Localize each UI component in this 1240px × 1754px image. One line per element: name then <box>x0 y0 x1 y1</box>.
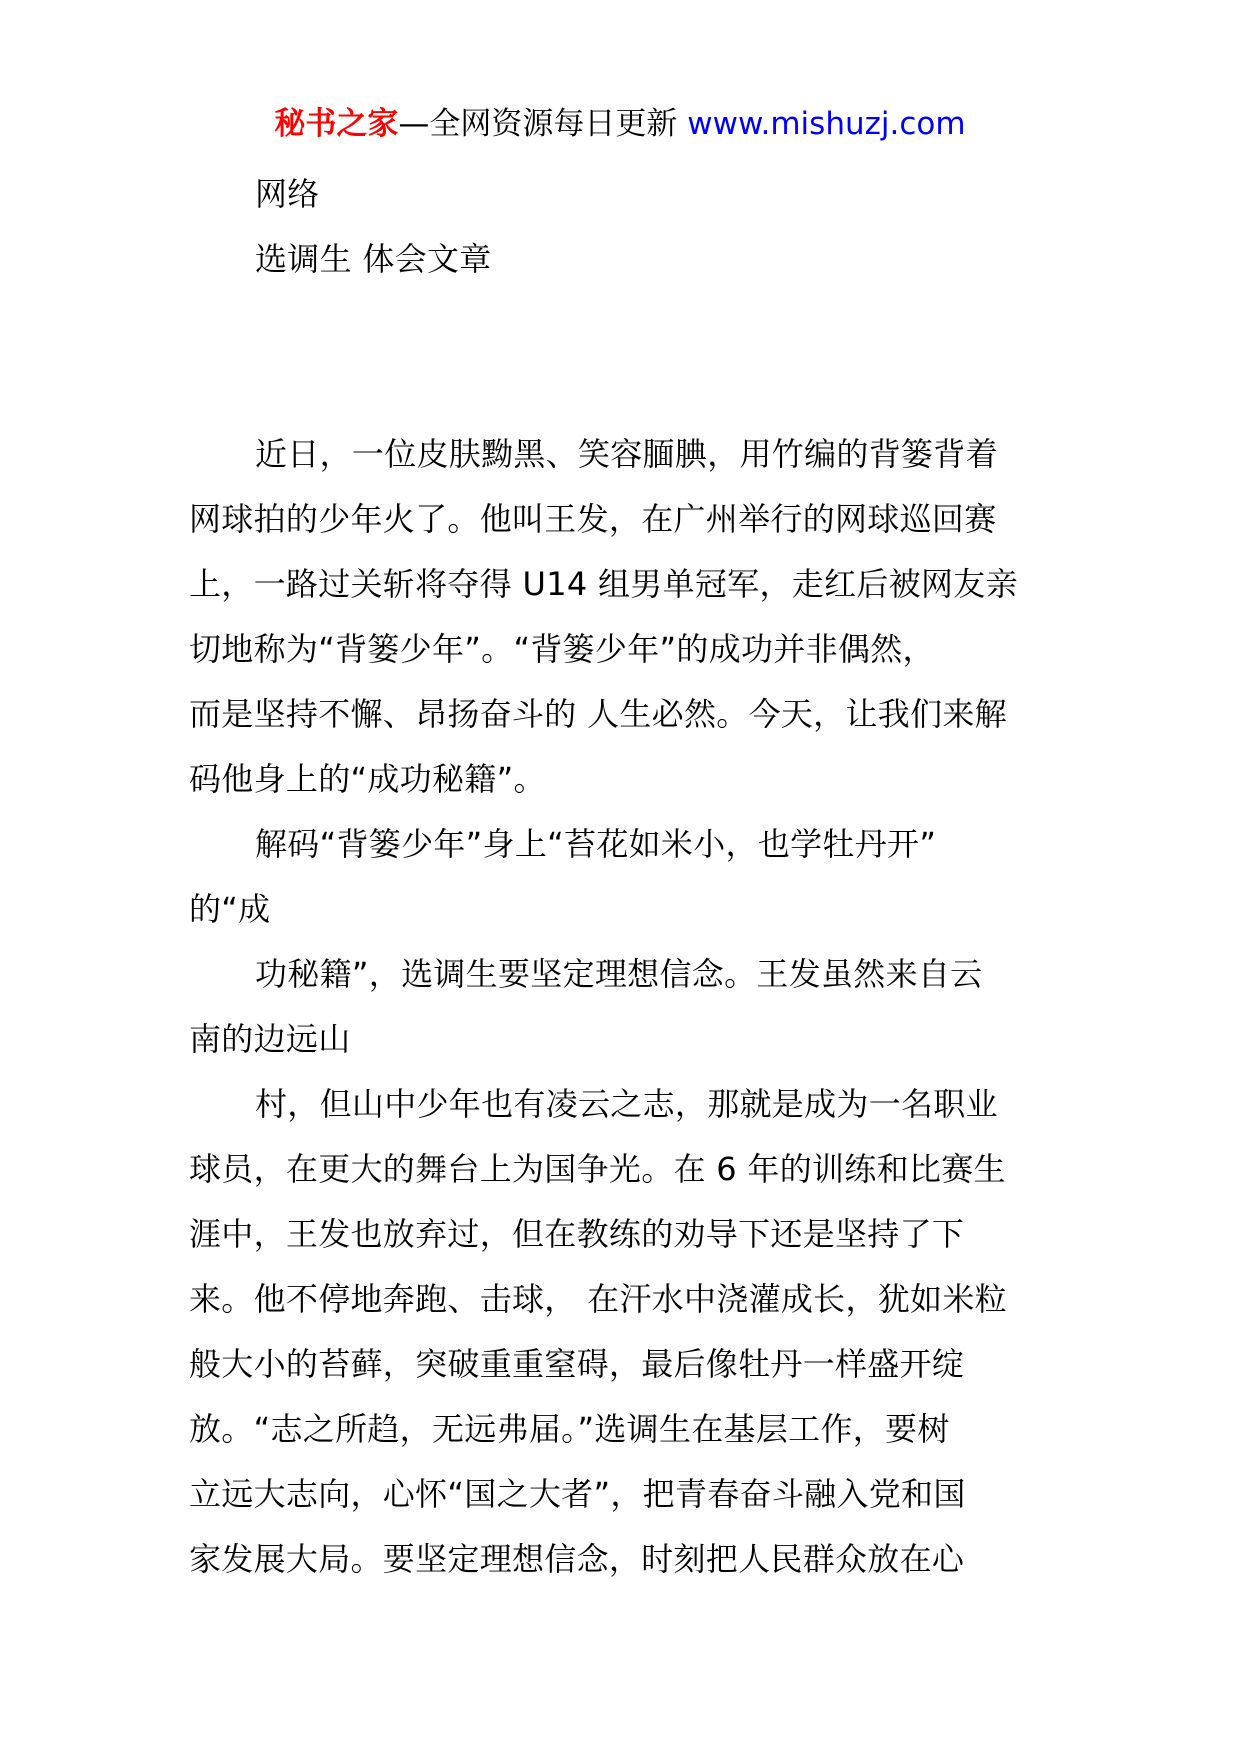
spacer <box>189 292 1055 422</box>
text-line: 村，但山中少年也有凌云之志，那就是成为一名职业 <box>255 1085 998 1123</box>
text-line: 码他身上的“成功秘籍”。 <box>189 760 546 798</box>
text-line: 南的边远山 <box>189 1020 351 1058</box>
text-line: 立远大志向，心怀“国之大者”，把青春奋斗融入党和国 <box>189 1475 966 1513</box>
text-line: 般大小的苔藓，突破重重窒碍，最后像牡丹一样盛开绽 <box>189 1345 965 1383</box>
text-line: 网球拍的少年火了。他叫王发，在广州举行的网球巡回赛 <box>189 500 997 538</box>
text-line: 功秘籍”，选调生要坚定理想信念。王发虽然来自云 <box>255 955 983 993</box>
site-url-link[interactable]: www.mishuzj.com <box>687 106 966 142</box>
text-line: 上，一路过关斩将夺得 U14 组男单冠军，走红后被网友亲 <box>189 565 1018 603</box>
text-line: 的“成 <box>189 890 271 928</box>
article-body <box>189 162 1055 1592</box>
text-line: 而是坚持不懈、昂扬奋斗的 人生必然。今天，让我们来解 <box>189 695 1007 733</box>
text-line: 来。他不停地奔跑、击球， 在汗水中浇灌成长，犹如米粒 <box>189 1280 1007 1318</box>
text-line: 近日，一位皮肤黝黑、笑容腼腆，用竹编的背篓背着 <box>255 435 998 473</box>
intro-line: 网络 <box>255 175 320 213</box>
brand-name: 秘书之家 <box>274 106 399 142</box>
text-line: 球员，在更大的舞台上为国争光。在 6 年的训练和比赛生 <box>189 1150 1006 1188</box>
header-tagline: —全网资源每日更新 <box>398 106 678 142</box>
article-title: 选调生 体会文章 <box>255 240 492 278</box>
text-line: 解码“背篓少年”身上“苔花如米小，也学牡丹开” <box>255 825 937 863</box>
text-line: 放。“志之所趋，无远弗届。”选调生在基层工作，要树 <box>189 1410 950 1448</box>
site-header <box>0 104 1240 144</box>
text-line: 切地称为“背篓少年”。“背篓少年”的成功并非偶然， <box>189 630 935 668</box>
text-line: 家发展大局。要坚定理想信念，时刻把人民群众放在心 <box>189 1540 965 1578</box>
text-line: 涯中，王发也放弃过，但在教练的劝导下还是坚持了下 <box>189 1215 965 1253</box>
